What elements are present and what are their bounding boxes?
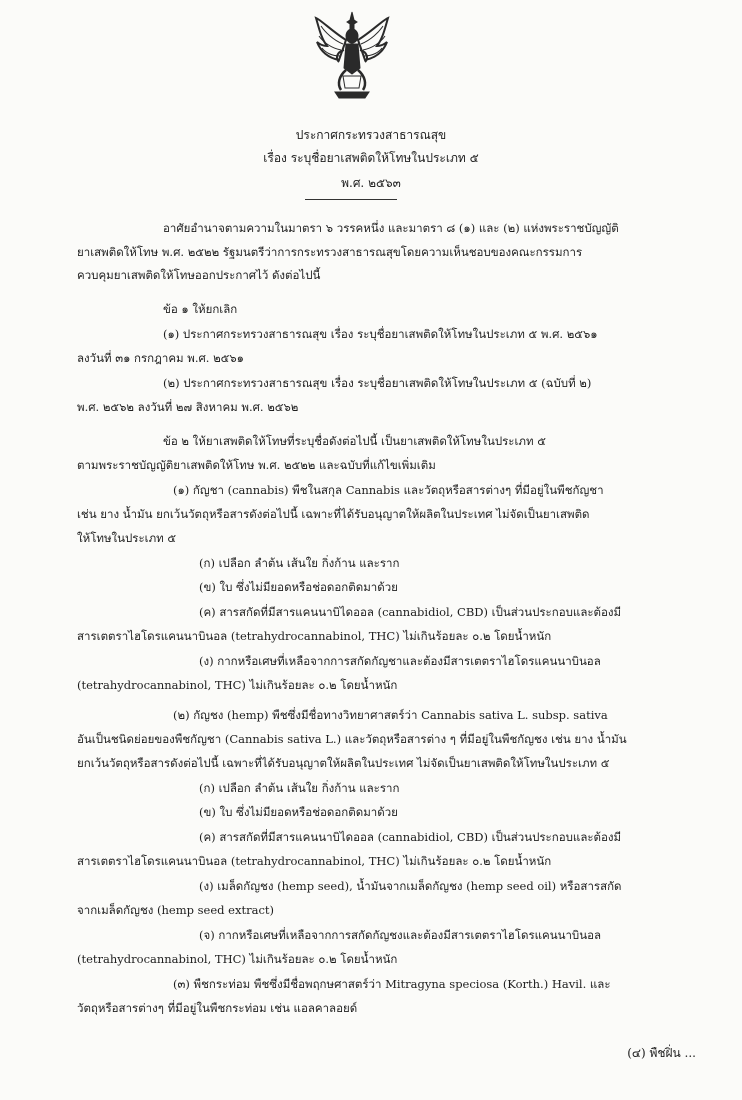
- body-line: ตามพระราชบัญญัติยาเสพติดให้โทษ พ.ศ. ๒๕๒๒ และฉบับที่แก้ไขเพิ่มเติม: [77, 458, 436, 472]
- body-line: (ง) เมล็ดกัญชง (hemp seed), น้ำมันจากเมล็ดกัญชง (hemp seed oil) หรือสารสกัด: [199, 879, 622, 893]
- title-divider: [305, 199, 397, 200]
- body-line: วัตถุหรือสารต่างๆ ที่มีอยู่ในพืชกระท่อม เช่น แอลคาลอยด์: [77, 1001, 358, 1015]
- body-line: ข้อ ๒ ให้ยาเสพติดให้โทษที่ระบุชื่อดังต่อไปนี้ เป็นยาเสพติดให้โทษในประเภท ๕: [163, 434, 546, 448]
- body-line: (tetrahydrocannabinol, THC) ไม่เกินร้อยละ ๐.๒ โดยน้ำหนัก: [77, 952, 398, 966]
- body-line: ยกเว้นวัตถุหรือสารดังต่อไปนี้ เฉพาะที่ได้รับอนุญาตให้ผลิตในประเทศ ไม่จัดเป็นยาเสพติดให้โทษในประเภท ๕: [77, 756, 610, 770]
- body-line: (tetrahydrocannabinol, THC) ไม่เกินร้อยละ ๐.๒ โดยน้ำหนัก: [77, 678, 398, 692]
- body-line: (ก) เปลือก ลำต้น เส้นใย กิ่งก้าน และราก: [199, 781, 400, 795]
- body-line: เช่น ยาง น้ำมัน ยกเว้นวัตถุหรือสารดังต่อไปนี้ เฉพาะที่ได้รับอนุญาตให้ผลิตในประเทศ ไม่จัดเป็นยาเสพติด: [77, 507, 590, 521]
- body-line: ยาเสพติดให้โทษ พ.ศ. ๒๕๒๒ รัฐมนตรีว่าการกระทรวงสาธารณสุขโดยความเห็นชอบของคณะกรรมการ: [77, 245, 583, 259]
- body-line: (จ) กากหรือเศษที่เหลือจากการสกัดกัญชงและต้องมีสารเตตราไฮโดรแคนนาบินอล: [199, 928, 602, 942]
- body-line: จากเมล็ดกัญชง (hemp seed extract): [77, 903, 274, 917]
- body-line: ให้โทษในประเภท ๕: [77, 531, 177, 545]
- body-line: (๒) กัญชง (hemp) พืชซึ่งมีชื่อทางวิทยาศาสตร์ว่า Cannabis sativa L. subsp. sativa: [173, 708, 608, 722]
- body-line: (๓) พืชกระท่อม พืชซึ่งมีชื่อพฤกษศาสตร์ว่า Mitragyna speciosa (Korth.) Havil. และ: [173, 977, 611, 991]
- body-line: (ง) กากหรือเศษที่เหลือจากการสกัดกัญชาและต้องมีสารเตตราไฮโดรแคนนาบินอล: [199, 654, 601, 668]
- body-line: (ข) ใบ ซึ่งไม่มียอดหรือช่อดอกติดมาด้วย: [199, 580, 398, 594]
- body-line: (๒) ประกาศกระทรวงสาธารณสุข เรื่อง ระบุชื่อยาเสพติดให้โทษในประเภท ๕ (ฉบับที่ ๒): [163, 376, 592, 390]
- continued-marker: (๔) พืชฝิ่น ...: [627, 1046, 696, 1060]
- body-line: (ข) ใบ ซึ่งไม่มียอดหรือช่อดอกติดมาด้วย: [199, 805, 398, 819]
- announcement-subject: เรื่อง ระบุชื่อยาเสพติดให้โทษในประเภท ๕: [263, 151, 479, 165]
- body-line: อันเป็นชนิดย่อยของพืชกัญชา (Cannabis sativa L.) และวัตถุหรือสารต่าง ๆ ที่มีอยู่ในพืชกัญชง เช่น ยาง น้ำมัน: [77, 732, 627, 746]
- body-line: ข้อ ๑ ให้ยกเลิก: [163, 302, 238, 316]
- body-line: (๑) กัญชา (cannabis) พืชในสกุล Cannabis และวัตถุหรือสารต่างๆ ที่มีอยู่ในพืชกัญชา: [173, 483, 604, 497]
- body-line: สารเตตราไฮโดรแคนนาบินอล (tetrahydrocannabinol, THC) ไม่เกินร้อยละ ๐.๒ โดยน้ำหนัก: [77, 854, 552, 868]
- body-line: อาศัยอำนาจตามความในมาตรา ๖ วรรคหนึ่ง และมาตรา ๘ (๑) และ (๒) แห่งพระราชบัญญัติ: [163, 221, 619, 235]
- body-line: (ค) สารสกัดที่มีสารแคนนาบิไดออล (cannabidiol, CBD) เป็นส่วนประกอบและต้องมี: [199, 830, 622, 844]
- announcement-title: ประกาศกระทรวงสาธารณสุข: [295, 128, 447, 142]
- body-line: สารเตตราไฮโดรแคนนาบินอล (tetrahydrocannabinol, THC) ไม่เกินร้อยละ ๐.๒ โดยน้ำหนัก: [77, 629, 552, 643]
- garuda-emblem-icon: [313, 10, 391, 102]
- body-line: ลงวันที่ ๓๑ กรกฎาคม พ.ศ. ๒๕๖๑: [77, 351, 244, 365]
- body-line: (ค) สารสกัดที่มีสารแคนนาบิไดออล (cannabidiol, CBD) เป็นส่วนประกอบและต้องมี: [199, 605, 622, 619]
- body-line: พ.ศ. ๒๕๖๒ ลงวันที่ ๒๗ สิงหาคม พ.ศ. ๒๕๖๒: [77, 400, 299, 414]
- body-line: (๑) ประกาศกระทรวงสาธารณสุข เรื่อง ระบุชื่อยาเสพติดให้โทษในประเภท ๕ พ.ศ. ๒๕๖๑: [163, 327, 598, 341]
- body-line: (ก) เปลือก ลำต้น เส้นใย กิ่งก้าน และราก: [199, 556, 400, 570]
- body-line: ควบคุมยาเสพติดให้โทษออกประกาศไว้ ดังต่อไปนี้: [77, 268, 321, 282]
- announcement-year: พ.ศ. ๒๕๖๓: [341, 176, 401, 190]
